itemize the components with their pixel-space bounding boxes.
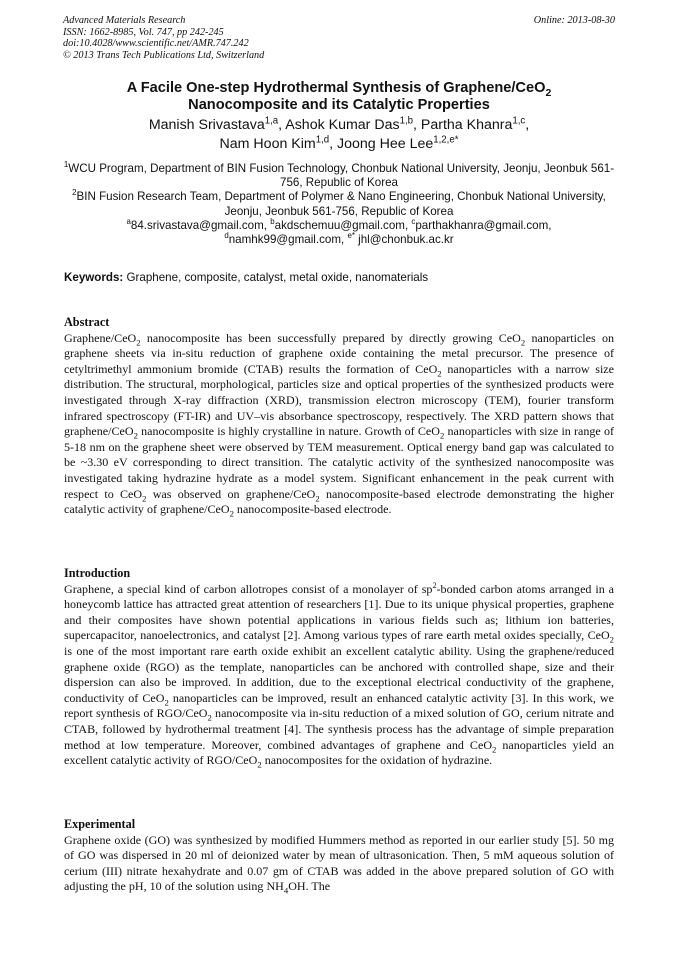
abstract-body: Graphene/CeO$_2$ nanocomposite has been successfully prepared by directly growing CeO$_2$ nanoparticles on graphene sheets via in-situ reduction of graphene oxide containing the metal precursor. The presence of cetyltrimethyl ammonium bromide (CTAB) results the formation of CeO$_2$ nanoparticles with a narrow size distribution. The structural, morphological, particles size and optical properties of the synthesized products were investigated through X-ray diffraction (XRD), transmission electron microscopy (TEM), fourier transform infrared spectroscopy (FT-IR) and UV–vis absorbance spectroscopy, respectively. The XRD pattern shows that graphene/CeO$_2$ nanocomposite is highly crystalline in nature. Growth of CeO$_2$ nanoparticles with size in range of 5-18 nm on the graphene sheet were observed by TEM measurement. Optical energy band gap was calculated to be ~3.30 eV corresponding to direct transition. The catalytic activity of the synthesized nanocomposite was investigated taking hydrazine hydrate as a model system. Significant enhancement in the peak current with respect to CeO$_2$ was observed on graphene/CeO$_2$ nanocomposite-based electrode demonstrating the higher catalytic activity of graphene/CeO$_2$ nanocomposite-based electrode. [64, 330, 614, 519]
experimental-section [64, 817, 614, 895]
introduction-heading: Introduction [64, 566, 131, 580]
email-marker: b [270, 216, 275, 226]
online-date: Online: 2013-08-30 [533, 15, 615, 26]
author-name: Nam Hoon Kim [219, 136, 316, 152]
affiliation-text: BIN Fusion Research Team, Department of Polymer & Nano Engineering, Chonbuk National University, Jeonju, Jeonbuk 561-756, Republic of Korea [76, 190, 606, 218]
journal-header [63, 15, 615, 61]
experimental-heading: Experimental [64, 817, 136, 831]
affiliation-marker: 2 [72, 188, 77, 198]
email-address[interactable]: akdschemuu@gmail.com, [274, 218, 412, 232]
email-line-2 [60, 233, 618, 247]
abstract-heading: Abstract [64, 315, 110, 329]
author-name: , Ashok Kumar Das [278, 117, 400, 133]
keywords-text: Graphene, composite, catalyst, metal oxide, nanomaterials [123, 271, 429, 284]
paper-title [0, 80, 678, 114]
author-affil-marker: 1,d [315, 134, 330, 146]
author-name: Manish Srivastava [148, 117, 265, 133]
title-line-1: A Facile One-step Hydrothermal Synthesis of Graphene/CeO [126, 80, 546, 96]
affiliation-2 [60, 190, 618, 218]
affiliations [60, 162, 618, 247]
email-address[interactable]: parthakhanra@gmail.com, [415, 218, 552, 232]
author-name: , Partha Khanra [412, 117, 513, 133]
author-separator: , [525, 117, 530, 133]
email-address[interactable]: 84.srivastava@gmail.com, [130, 218, 271, 232]
email-marker: a [126, 216, 131, 226]
author-affil-marker: 1,c [512, 115, 526, 127]
author-affil-marker: 1,b [399, 115, 413, 127]
affiliation-marker: 1 [63, 160, 69, 170]
author-list [0, 116, 678, 154]
email-address[interactable]: jhl@chonbuk.ac.kr [354, 233, 454, 247]
introduction-body: Graphene, a special kind of carbon allotropes consist of a monolayer of $sp^2$-bonded carbon atoms arranged in a honeycomb lattice has attracted great attention of researchers [1]. Due to its unique physical properties, graphene and their composites have shown potential applications in various fields such as; lithium ion batteries, supercapacitor, nanoelectronics, and catalyst [2]. Among various types of rare earth metal oxides specially, CeO$_2$ is one of the most important rare earth oxide exhibit an excellent catalytic ability. Using the graphene/reduced graphene oxide (RGO) as the template, nanoparticles can be anchored with controlled shape, size and their dispersion can also be improved. In addition, due to the exceptional electrical conductivity of the graphene, conductivity of CeO$_2$ nanoparticles can be improved, result an enhanced catalytic activity [3]. In this work, we report synthesis of RGO/CeO$_2$ nanocomposite via in-situ reduction of a mixed solution of GO, cerium nitrate and CTAB, followed by hydrothermal treatment [4]. The synthesis process has the advantage of simple preparation method at low temperature. Moreover, combined advantages of graphene and CeO$_2$ nanoparticles yield an excellent catalytic activity of RGO/CeO$_2$ nanocomposites for the oxidation of hydrazine. [64, 580, 615, 770]
title-subscript: 2 [545, 86, 552, 99]
affiliation-text: WCU Program, Department of BIN Fusion Technology, Chonbuk National University, Jeonju, Jeonbuk 561-756, Republic of Korea [68, 162, 615, 190]
journal-name: Advanced Materials Research [63, 15, 186, 26]
doi-line: doi:10.4028/www.scientific.net/AMR.747.242 [63, 38, 249, 49]
abstract-section [64, 315, 614, 518]
title-line-2: Nanocomposite and its Catalytic Properties [188, 97, 490, 113]
introduction-section [64, 566, 614, 769]
email-marker: c [411, 216, 416, 226]
email-marker: d [224, 231, 229, 241]
email-address[interactable]: namhk99@gmail.com, [228, 233, 348, 247]
affiliation-1 [60, 162, 618, 190]
email-line-1 [60, 216, 618, 233]
issn-line: ISSN: 1662-8985, Vol. 747, pp 242-245 [63, 26, 224, 38]
copyright-line: © 2013 Trans Tech Publications Ltd, Switzerland [63, 49, 265, 61]
author-affil-marker: 1,2,e* [433, 134, 459, 146]
keywords-label: Keywords: [64, 271, 124, 284]
experimental-body: Graphene oxide (GO) was synthesized by modified Hummers method as reported in our earlier study [5]. 50 mg of GO was dispersed in 20 ml of deionized water by mean of ultrasonication. Then, 5 mM aqueous solution of cerium (III) nitrate hexahydrate and 0.07 gm of CTAB was added in the above prepared solution of GO with adjusting the pH, 10 of the solution using $NH_4OH$. The [64, 832, 614, 896]
author-name: , Joong Hee Lee [329, 136, 434, 152]
keywords-line [64, 271, 624, 285]
email-marker: e* [347, 231, 355, 241]
author-affil-marker: 1,a [264, 115, 279, 127]
